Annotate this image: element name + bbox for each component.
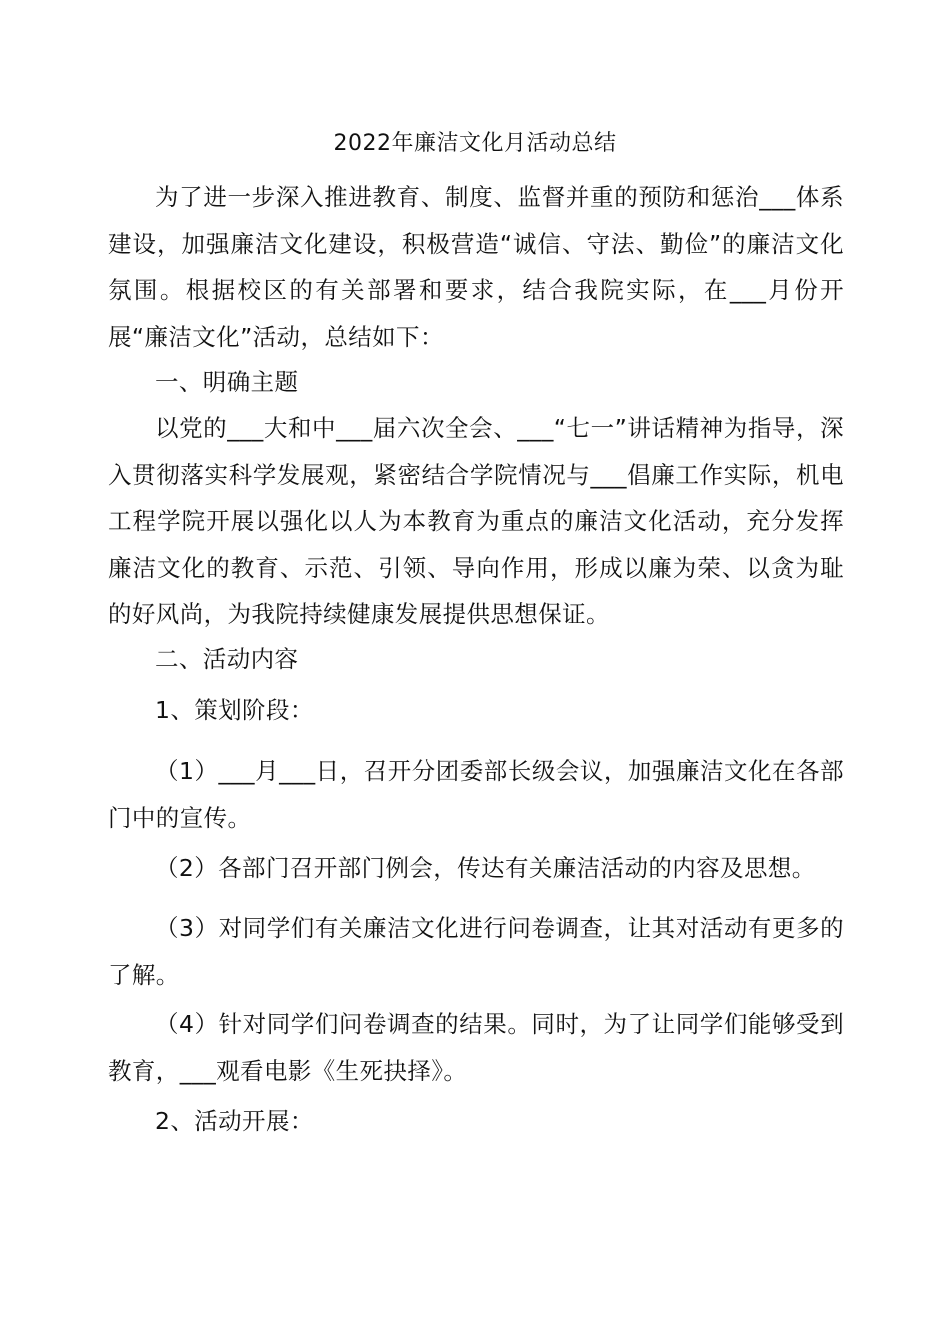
intro-paragraph: 为了进一步深入推进教育、制度、监督并重的预防和惩治___体系建设，加强廉洁文化建设，积极营造“诚信、守法、勤俭”的廉洁文化氛围。根据校区的有关部署和要求，结合我院实际，在___月份开展“廉洁文化”活动，总结如下：	[108, 183, 844, 351]
subsection-heading-planning: 1、策划阶段：	[155, 696, 314, 724]
theme-paragraph: 以党的___大和中___届六次全会、___“七一”讲话精神为指导，深入贯彻落实科学发展观，紧密结合学院情况与___倡廉工作实际，机电工程学院开展以强化以人为本教育为重点的廉洁文化活动，充分发挥廉洁文化的教育、示范、引领、导向作用，形成以廉为荣、以贪为耻的好风尚，为我院持续健康发展提供思想保证。	[108, 414, 844, 628]
planning-item-4: （4）针对同学们问卷调查的结果。同时，为了让同学们能够受到教育，___观看电影《生死抉择》。	[108, 1010, 844, 1085]
section-heading-content: 二、活动内容	[155, 645, 299, 673]
planning-item-2: （2）各部门召开部门例会，传达有关廉洁活动的内容及思想。	[155, 854, 816, 882]
subsection-heading-activity: 2、活动开展：	[155, 1107, 314, 1135]
document-title: 2022年廉洁文化月活动总结	[333, 131, 617, 156]
planning-item-1: （1）___月___日，召开分团委部长级会议，加强廉洁文化在各部门中的宣传。	[108, 757, 844, 832]
planning-item-3: （3）对同学们有关廉洁文化进行问卷调查，让其对活动有更多的了解。	[108, 914, 844, 989]
section-heading-theme: 一、明确主题	[155, 368, 299, 396]
